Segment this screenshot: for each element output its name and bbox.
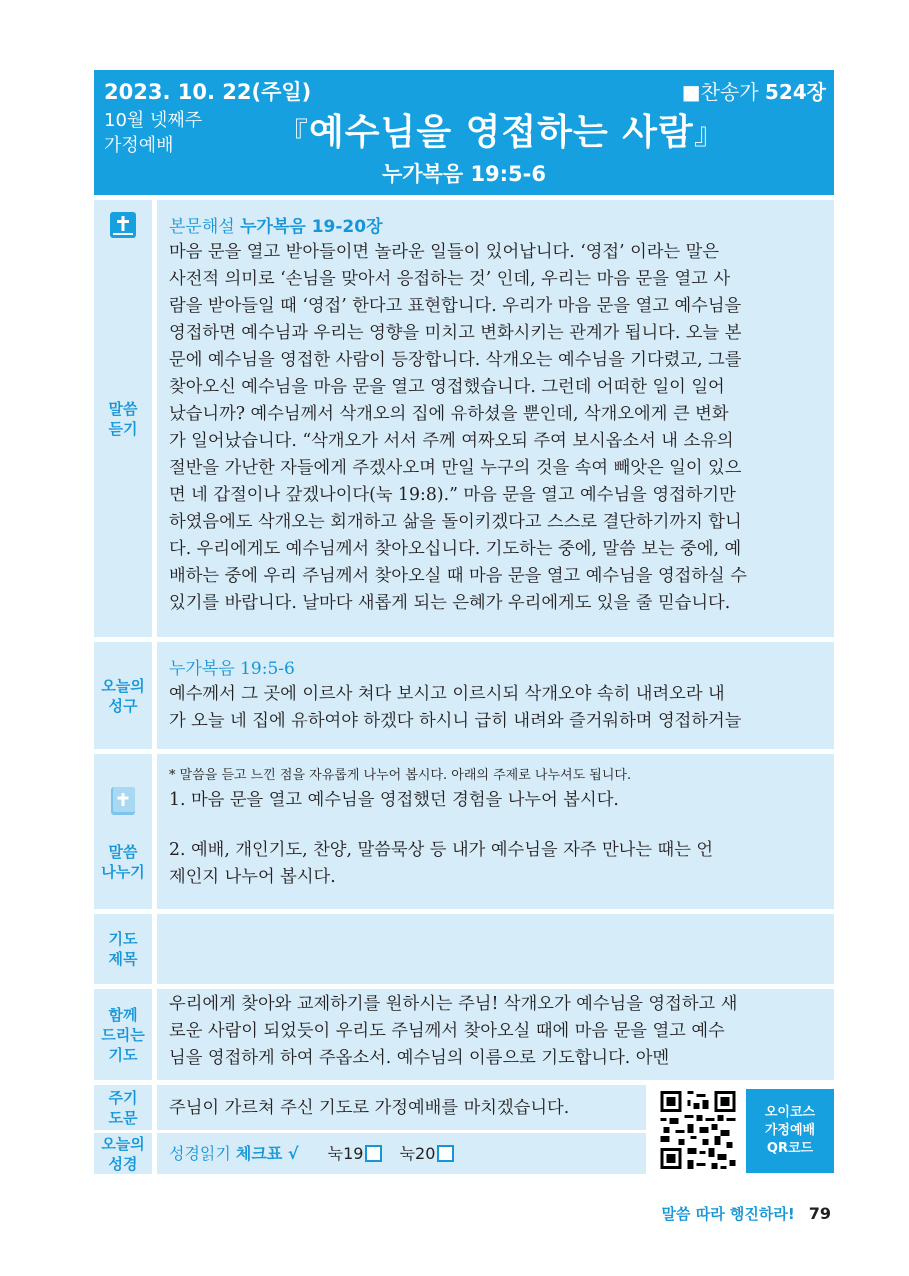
sermon-body [169,239,822,617]
lords-prayer-panel [157,1085,646,1130]
prayer-topic-side-label-2: 제목 [108,950,138,968]
verse-side-label-2: 성구 [108,696,138,715]
week-info [104,108,202,158]
share-side-label-2: 나누기 [101,862,145,881]
bible-icon [108,210,138,240]
qr-code-icon[interactable] [660,1091,736,1169]
hymn-prefix: ■찬송가 [681,80,765,104]
share-question-1: 1. 마음 문을 열고 예수님을 영접했던 경험을 나누어 봅시다. [169,790,619,810]
prayer-line: 로운 사람이 되었듯이 우리도 주님께서 찾아오실 때에 마음 문을 열고 예수 [169,1021,725,1041]
service-label: 가정예배 [104,135,174,156]
title-open-bracket: 『 [278,117,309,152]
prayer-side-label-2: 드리는 [101,1025,145,1044]
prayer-topic-field[interactable] [157,914,834,984]
reading-item-1-label: 눅19 [327,1144,364,1163]
lords-prayer-side-label-2: 도문 [108,1108,138,1127]
verse-heading: 누가복음 19:5-6 [169,659,295,679]
prayer-body [169,991,822,1072]
sermon-line: 하였음에도 삭개오는 회개하고 삶을 돌이키겠다고 스스로 결단하기까지 합니 [169,512,742,532]
footer-slogan: 말씀 따라 행진하라! [661,1205,795,1223]
scripture-reference: 누가복음 19:5-6 [381,162,547,186]
sermon-heading-ref: 누가복음 19-20장 [240,217,383,237]
reading-panel [157,1133,646,1174]
page-number: 79 [808,1204,831,1223]
qr-code-button[interactable] [746,1089,834,1173]
share-panel [157,754,834,909]
sermon-heading [169,212,822,237]
sermon-line: 문에 예수님을 영접한 사람이 등장합니다. 삭개오는 예수님을 기다렸고, 그를 [169,350,742,370]
verse-side-label [94,642,152,749]
reading-item-1-checkbox[interactable] [365,1145,382,1162]
sermon-line: 사전적 의미로 ‘손님을 맞아서 응접하는 것’ 인데, 우리는 마음 문을 열고 사 [169,269,731,289]
hymn-value: 524장 [764,80,826,104]
sermon-line: 가 일어났습니다. “삭개오가 서서 주께 여짜오되 주여 보시옵소서 내 소유의 [169,431,734,451]
reading-item-1 [328,1144,383,1163]
prayer-panel [157,989,834,1080]
verse-line: 예수께서 그 곳에 이르사 쳐다 보시고 이르시되 삭개오야 속히 내려오라 내 [169,684,725,704]
sermon-line: 다. 우리에게도 예수님께서 찾아오십니다. 기도하는 중에, 말씀 보는 중에, 예 [169,539,742,559]
lords-prayer-side-label-1: 주기 [108,1088,138,1107]
sermon-line: 났습니까? 예수님께서 삭개오의 집에 유하셨을 뿐인데, 삭개오에게 큰 변화 [169,404,729,424]
worship-date: 2023. 10. 22(주일) [104,80,312,104]
page-title [278,104,725,155]
title-text: 예수님을 영접하는 사람 [309,112,694,153]
reading-side-label-1: 오늘의 [101,1134,145,1153]
sermon-panel [157,200,834,637]
qr-button-line-3: QR코드 [766,1141,814,1156]
verse-panel [157,642,834,749]
sermon-line: 마음 문을 열고 받아들이면 놀라운 일들이 있어납니다. ‘영접’ 이라는 말은 [169,242,720,262]
page-footer [662,1203,831,1224]
prayer-line: 우리에게 찾아와 교제하기를 원하시는 주님! 삭개오가 예수님을 영접하고 새 [169,994,738,1014]
sermon-line: 있기를 바랍니다. 날마다 새롭게 되는 은혜가 우리에게도 있을 줄 믿습니다. [169,593,731,613]
sermon-line: 배하는 중에 우리 주님께서 찾아오실 때 마음 문을 열고 예수님을 영접하실 수 [169,566,747,586]
prayer-line: 님을 영접하게 하여 주옵소서. 예수님의 이름으로 기도합니다. 아멘 [169,1048,670,1068]
sermon-line: 면 네 갑절이나 갚겠나이다(눅 19:8).” 마음 문을 열고 예수님을 영접하기만 [169,485,736,505]
sermon-side-label-2: 듣기 [108,419,138,438]
prayer-side-label-1: 함께 [108,1005,138,1024]
share-question-2-line-2: 제인지 나누어 봅시다. [169,867,336,887]
reading-checklist-label: 체크표 √ [235,1144,299,1163]
reading-item-2-checkbox[interactable] [437,1145,454,1162]
qr-button-line-1: 오이코스 [764,1105,816,1120]
sermon-line: 찾아오신 예수님을 마음 문을 열고 영접했습니다. 그런데 어떠한 일이 일어 [169,377,725,397]
reading-side-label-2: 성경 [108,1154,138,1173]
reading-item-2 [400,1144,455,1163]
prayer-topic-side-label-1: 기도 [108,930,138,948]
verse-body [169,681,822,735]
title-close-bracket: 』 [693,117,725,152]
share-side-label [94,754,152,909]
week-label: 10월 넷째주 [104,110,203,131]
header-banner [94,70,834,195]
verse-line: 가 오늘 네 집에 유하여야 하겠다 하시니 급히 내려와 즐거워하며 영접하거늘 [169,711,742,731]
prayer-side-label-3: 기도 [108,1045,138,1064]
sermon-side-label-1: 말씀 [108,399,138,418]
reading-item-2-label: 눅20 [399,1144,436,1163]
share-note: * 말씀을 듣고 느낀 점을 자유롭게 나누어 봅시다. 아래의 주제로 나누셔도 됩니다. [169,768,632,783]
prayer-side-label [94,989,152,1080]
lords-prayer-text: 주님이 가르쳐 주신 기도로 가정예배를 마치겠습니다. [169,1098,570,1118]
reading-label: 성경읽기 [169,1144,236,1163]
sermon-side-label [94,200,152,637]
sermon-line: 절반을 가난한 자들에게 주겠사오며 만일 누구의 것을 속여 빼앗은 일이 있으 [169,458,742,478]
hymn-number [682,76,826,105]
reading-side-label [94,1133,152,1174]
sermon-line: 영접하면 예수님과 우리는 영향을 미치고 변화시키는 관계가 됩니다. 오늘 본 [169,323,742,343]
qr-button-line-2: 가정예배 [764,1123,816,1138]
verse-side-label-1: 오늘의 [101,676,145,695]
share-side-label-1: 말씀 [108,842,138,861]
book-icon [108,785,138,817]
sermon-line: 람을 받아들일 때 ‘영접’ 한다고 표현합니다. 우리가 마음 문을 열고 예수님을 [169,296,742,316]
sermon-heading-label: 본문해설 [169,217,241,237]
lords-prayer-side-label [94,1085,152,1130]
prayer-topic-side-label [94,914,152,984]
share-question-2-line-1: 2. 예배, 개인기도, 찬양, 말씀묵상 등 내가 예수님을 자주 만나는 때는 언 [169,840,714,860]
